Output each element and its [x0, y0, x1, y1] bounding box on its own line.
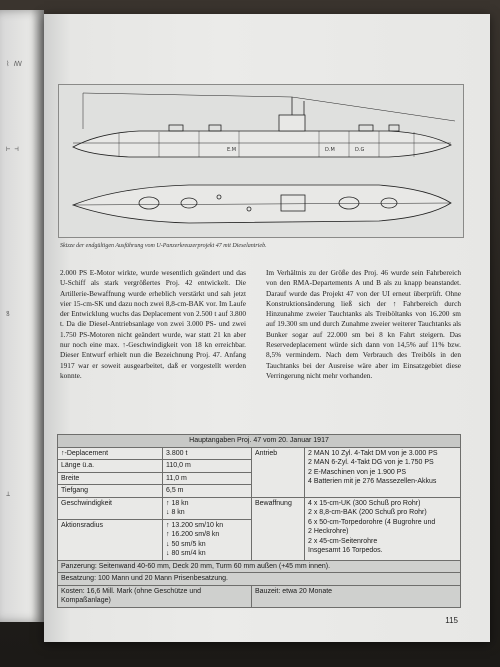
table-title: Hauptangaben Proj. 47 vom 20. Januar 1917 — [58, 435, 461, 448]
paragraph: Im Verhältnis zu der Größe des Proj. 46 wurde sein Fahrbereich von den RMA-Departements A und B als zu knapp beanstandet. Darauf wurde das Projekt 47 von der UI erneut überprüft. Ohne Konstruktionsänderung ließ sich der ↑ Fahrbereich durch Hinzunahme zweier Tauchtanks als Treiböltanks von 16.200 sm auf 19.300 sm und durch Zunahme zweier weiterer Tauchtanks als Bunker sogar auf 22.000 sm bei 8 kn Fahrt steigern. Das Reservedeplacement würde sich dann von 14,5% auf 11% bzw. 8,5% vermindern. Nach dem Verbrauch des Treiböls in den Tauchtanks bei der Ausreise wäre aber im Einsatzgebiet diese Verringerung nicht mehr vorhanden. — [266, 268, 461, 380]
spec-line: ↑ 13.200 sm/10 kn — [166, 521, 224, 529]
spec-value — [163, 497, 252, 519]
antrieb-label: Antrieb — [252, 447, 305, 497]
table-row — [58, 573, 461, 586]
bewaffnung-line: 4 x 15-cm-UK (300 Schuß pro Rohr) — [308, 499, 421, 507]
spec-label: Länge ü.a. — [58, 460, 163, 473]
spec-value: 11,0 m — [163, 472, 252, 485]
antrieb-line: 2 E-Maschinen von je 1.900 PS — [308, 468, 407, 476]
bewaffnung-line: 2 Heckrohre) — [308, 528, 349, 535]
bewaffnung-line: 6 x 50-cm-Torpedorohre (4 Bugrohre und — [308, 518, 436, 526]
figure-caption: Skizze der endgültigen Ausführung vom U-Panzerkreuzerprojekt 47 mit Dieselantrieb. — [60, 243, 267, 249]
table-row — [58, 585, 461, 607]
kosten-cell: Kosten: 16,6 Mill. Mark (ohne Geschütze und Kompaßanlage) — [58, 585, 252, 607]
drawing-label: E.M — [227, 147, 237, 153]
text-column-right — [266, 268, 461, 381]
facing-page — [0, 10, 44, 622]
antrieb-line: 4 Batterien mit je 276 Massezellen-Akkus — [308, 478, 437, 485]
drawing-label: D.G — [355, 147, 365, 153]
bauzeit-cell: Bauzeit: etwa 20 Monate — [252, 585, 461, 607]
bewaffnung-line: 2 x 8,8-cm-BAK (200 Schuß pro Rohr) — [308, 509, 427, 516]
spec-label: Aktionsradius — [58, 519, 163, 560]
bewaffnung-line: Insgesamt 16 Torpedos. — [308, 547, 383, 554]
spec-label: Tiefgang — [58, 485, 163, 498]
table-row — [58, 447, 461, 460]
spec-line: ↓ 80 sm/4 kn — [166, 550, 206, 557]
spec-value — [163, 519, 252, 560]
panzerung-row: Panzerung: Seitenwand 40-60 mm, Deck 20 mm, Turm 60 mm außen (+45 mm innen). — [58, 560, 461, 573]
spec-line: ↓ 8 kn — [166, 509, 185, 516]
specs-table — [57, 434, 461, 608]
spec-line: ↑ 18 kn — [166, 499, 189, 507]
margin-sketch: ⌇ ꟿ — [6, 60, 23, 68]
bewaffnung-line: 2 x 45-cm-Seitenrohre — [308, 537, 378, 545]
page-number: 115 — [445, 616, 458, 625]
antrieb-line: 2 MAN 6-Zyl. 4-Takt DG von je 1.750 PS — [308, 459, 434, 466]
bewaffnung-values — [305, 497, 461, 560]
besatzung-row: Besatzung: 100 Mann und 20 Mann Prisenbesatzung. — [58, 573, 461, 586]
submarine-drawing — [58, 84, 464, 238]
spec-label: Breite — [58, 472, 163, 485]
drawing-label: D.M — [325, 147, 335, 153]
antrieb-line: 2 MAN 10 Zyl. 4-Takt DM von je 3.000 PS — [308, 449, 438, 457]
text-column-left — [60, 268, 246, 381]
margin-sketch: ꝸ — [6, 310, 10, 318]
spec-value: 110,0 m — [163, 460, 252, 473]
paragraph: 2.000 PS E-Motor wirkte, wurde wesentlich geändert und das U-Schiff als stark vergrößertes Proj. 42 entwickelt. Die Artillerie-Bewaffnung wurde erheblich verstärkt und sah jetzt vier 15-cm-SK und dazu noch zwei 8,8-cm-BAK vor. Im Laufe der Entwicklung wuchs das Deplacement von 2.500 t auf 3.800 t. Da die Diesel-Antriebsanlage von zwei 3.000 PS- und zwei 1.750 PS-Motoren nicht geändert wurde, war statt 21 kn aber nur noch eine max. ↑-Geschwindigkeit von 18 kn erreichbar. Dieser Entwurf erhielt nun die Bezeichnung Proj. 47. Anfang 1917 war er soweit ausgearbeitet, daß er vorgestellt werden konnte. — [60, 268, 246, 380]
spec-value: 3.800 t — [163, 447, 252, 460]
spec-line: ↑ 16.200 sm/8 kn — [166, 531, 220, 538]
margin-sketch: ⊥ — [6, 490, 11, 498]
spec-label: ↑-Deplacement — [58, 447, 163, 460]
book-page — [44, 14, 490, 642]
submarine-drawing-svg — [59, 85, 463, 237]
antrieb-values — [305, 447, 461, 497]
spec-value: 6,5 m — [163, 485, 252, 498]
margin-sketch: ⊢ ⊣ — [6, 145, 19, 153]
bewaffnung-label: Bewaffnung — [252, 497, 305, 560]
table-header-row — [58, 435, 461, 448]
spec-label: Geschwindigkeit — [58, 497, 163, 519]
table-row — [58, 560, 461, 573]
table-row — [58, 497, 461, 519]
spec-line: ↓ 50 sm/5 kn — [166, 540, 206, 548]
